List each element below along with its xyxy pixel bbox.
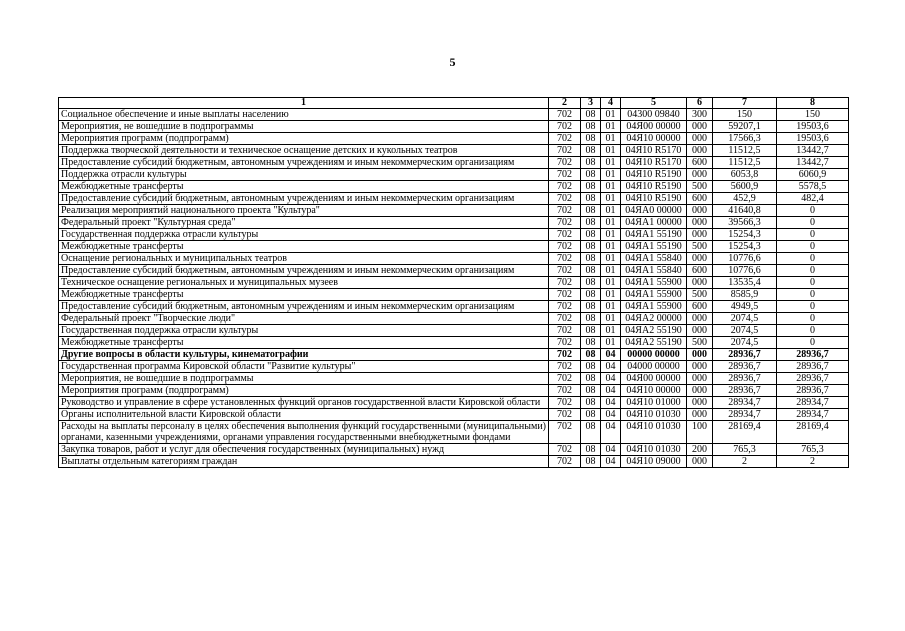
table-row [59,337,849,349]
subsection-cell: 01 [601,109,621,121]
section-cell: 08 [581,193,601,205]
subsection-cell: 01 [601,181,621,193]
amount-year1-cell: 28936,7 [713,361,777,373]
amount-year2-cell: 28936,7 [777,373,849,385]
amount-year2-cell: 0 [777,325,849,337]
table-row [59,181,849,193]
row-name-cell: Предоставление субсидий бюджетным, автономным учреждениям и иным некоммерческим организациям [59,301,549,313]
chapter-code-cell: 702 [549,181,581,193]
table-row [59,456,849,468]
subsection-cell: 01 [601,313,621,325]
expense-type-cell: 500 [687,337,713,349]
expense-type-cell: 000 [687,373,713,385]
chapter-code-cell: 702 [549,253,581,265]
amount-year1-cell: 17566,3 [713,133,777,145]
table-row [59,385,849,397]
row-name-cell: Межбюджетные трансферты [59,289,549,301]
table-row [59,397,849,409]
amount-year1-cell: 2074,5 [713,325,777,337]
table-row [59,241,849,253]
amount-year2-cell: 13442,7 [777,145,849,157]
column-header: 3 [581,98,601,109]
column-header: 2 [549,98,581,109]
table-row [59,373,849,385]
subsection-cell: 01 [601,205,621,217]
amount-year1-cell: 28934,7 [713,409,777,421]
subsection-cell: 04 [601,385,621,397]
expense-type-cell: 000 [687,397,713,409]
subsection-cell: 01 [601,121,621,133]
target-article-cell: 04Я10 R5190 [621,181,687,193]
expense-type-cell: 000 [687,217,713,229]
section-cell: 08 [581,241,601,253]
expense-type-cell: 600 [687,157,713,169]
target-article-cell: 04ЯА2 55190 [621,337,687,349]
row-name-cell: Мероприятия, не вошедшие в подпрограммы [59,373,549,385]
subsection-cell: 01 [601,133,621,145]
chapter-code-cell: 702 [549,145,581,157]
row-name-cell: Федеральный проект "Творческие люди" [59,313,549,325]
row-name-cell: Межбюджетные трансферты [59,241,549,253]
target-article-cell: 04Я10 R5170 [621,145,687,157]
expense-type-cell: 000 [687,205,713,217]
chapter-code-cell: 702 [549,444,581,456]
target-article-cell: 04ЯА1 00000 [621,217,687,229]
amount-year2-cell: 19503,6 [777,133,849,145]
subsection-cell: 04 [601,456,621,468]
section-cell: 08 [581,361,601,373]
table-row [59,193,849,205]
section-cell: 08 [581,253,601,265]
column-header: 7 [713,98,777,109]
amount-year1-cell: 41640,8 [713,205,777,217]
subsection-cell: 01 [601,169,621,181]
amount-year2-cell: 28936,7 [777,349,849,361]
row-name-cell: Реализация мероприятий национального проекта "Культура" [59,205,549,217]
target-article-cell: 04ЯА1 55190 [621,229,687,241]
subsection-cell: 04 [601,397,621,409]
target-article-cell: 04Я10 09000 [621,456,687,468]
section-cell: 08 [581,289,601,301]
amount-year1-cell: 39566,3 [713,217,777,229]
row-name-cell: Закупка товаров, работ и услуг для обеспечения государственных (муниципальных) нужд [59,444,549,456]
row-name-cell: Мероприятия программ (подпрограмм) [59,385,549,397]
section-cell: 08 [581,157,601,169]
target-article-cell: 04ЯА1 55840 [621,265,687,277]
amount-year1-cell: 2074,5 [713,313,777,325]
row-name-cell: Мероприятия программ (подпрограмм) [59,133,549,145]
expense-type-cell: 000 [687,133,713,145]
subsection-cell: 01 [601,145,621,157]
section-cell: 08 [581,421,601,444]
chapter-code-cell: 702 [549,313,581,325]
section-cell: 08 [581,217,601,229]
target-article-cell: 04ЯА2 55190 [621,325,687,337]
section-cell: 08 [581,397,601,409]
section-cell: 08 [581,265,601,277]
amount-year2-cell: 0 [777,277,849,289]
expense-type-cell: 000 [687,145,713,157]
amount-year1-cell: 28936,7 [713,349,777,361]
table-row [59,121,849,133]
subsection-cell: 01 [601,337,621,349]
amount-year2-cell: 5578,5 [777,181,849,193]
amount-year2-cell: 28936,7 [777,385,849,397]
section-cell: 08 [581,373,601,385]
section-cell: 08 [581,121,601,133]
row-name-cell: Поддержка отрасли культуры [59,169,549,181]
row-name-cell: Техническое оснащение региональных и муниципальных музеев [59,277,549,289]
chapter-code-cell: 702 [549,205,581,217]
table-row [59,325,849,337]
target-article-cell: 04ЯА0 00000 [621,205,687,217]
subsection-cell: 04 [601,444,621,456]
row-name-cell: Руководство и управление в сфере установленных функций органов государственной власти Кировской области [59,397,549,409]
amount-year1-cell: 59207,1 [713,121,777,133]
section-cell: 08 [581,444,601,456]
amount-year2-cell: 28934,7 [777,397,849,409]
amount-year2-cell: 0 [777,313,849,325]
target-article-cell: 04300 09840 [621,109,687,121]
section-cell: 08 [581,337,601,349]
expense-type-cell: 000 [687,313,713,325]
row-name-cell: Оснащение региональных и муниципальных театров [59,253,549,265]
amount-year1-cell: 10776,6 [713,265,777,277]
section-cell: 08 [581,409,601,421]
amount-year1-cell: 8585,9 [713,289,777,301]
amount-year1-cell: 2 [713,456,777,468]
amount-year2-cell: 28934,7 [777,409,849,421]
expense-type-cell: 100 [687,421,713,444]
chapter-code-cell: 702 [549,169,581,181]
table-row [59,253,849,265]
amount-year1-cell: 11512,5 [713,157,777,169]
target-article-cell: 04Я10 01030 [621,409,687,421]
target-article-cell: 04Я10 R5170 [621,157,687,169]
table-header-row [59,98,849,109]
amount-year1-cell: 2074,5 [713,337,777,349]
section-cell: 08 [581,229,601,241]
amount-year2-cell: 0 [777,301,849,313]
table-row [59,361,849,373]
chapter-code-cell: 702 [549,325,581,337]
amount-year1-cell: 10776,6 [713,253,777,265]
row-name-cell: Государственная поддержка отрасли культуры [59,229,549,241]
expense-type-cell: 500 [687,289,713,301]
subsection-cell: 01 [601,325,621,337]
row-name-cell: Другие вопросы в области культуры, кинематографии [59,349,549,361]
table-row [59,313,849,325]
table-row [59,157,849,169]
chapter-code-cell: 702 [549,373,581,385]
target-article-cell: 04Я10 00000 [621,133,687,145]
target-article-cell: 04Я10 01030 [621,444,687,456]
subsection-cell: 04 [601,421,621,444]
target-article-cell: 04Я10 R5190 [621,169,687,181]
expense-type-cell: 600 [687,265,713,277]
subsection-cell: 01 [601,217,621,229]
subsection-cell: 01 [601,253,621,265]
target-article-cell: 04Я10 01000 [621,397,687,409]
section-cell: 08 [581,277,601,289]
subsection-cell: 04 [601,373,621,385]
amount-year2-cell: 28169,4 [777,421,849,444]
amount-year2-cell: 19503,6 [777,121,849,133]
amount-year2-cell: 0 [777,337,849,349]
page-number: 5 [449,55,456,69]
column-header: 4 [601,98,621,109]
row-name-cell: Предоставление субсидий бюджетным, автономным учреждениям и иным некоммерческим организациям [59,193,549,205]
target-article-cell: 04ЯА1 55900 [621,277,687,289]
subsection-cell: 01 [601,193,621,205]
expense-type-cell: 000 [687,277,713,289]
table-row [59,349,849,361]
chapter-code-cell: 702 [549,337,581,349]
chapter-code-cell: 702 [549,277,581,289]
section-cell: 08 [581,325,601,337]
target-article-cell: 04000 00000 [621,361,687,373]
subsection-cell: 01 [601,277,621,289]
table-row [59,277,849,289]
table-row [59,265,849,277]
section-cell: 08 [581,349,601,361]
table-row [59,169,849,181]
subsection-cell: 04 [601,349,621,361]
section-cell: 08 [581,313,601,325]
expense-type-cell: 600 [687,193,713,205]
amount-year1-cell: 4949,5 [713,301,777,313]
table-row [59,217,849,229]
column-header: 8 [777,98,849,109]
amount-year2-cell: 765,3 [777,444,849,456]
chapter-code-cell: 702 [549,349,581,361]
amount-year1-cell: 15254,3 [713,241,777,253]
chapter-code-cell: 702 [549,361,581,373]
chapter-code-cell: 702 [549,265,581,277]
chapter-code-cell: 702 [549,385,581,397]
amount-year1-cell: 6053,8 [713,169,777,181]
target-article-cell: 04Я00 00000 [621,121,687,133]
chapter-code-cell: 702 [549,397,581,409]
section-cell: 08 [581,145,601,157]
subsection-cell: 01 [601,229,621,241]
amount-year1-cell: 28934,7 [713,397,777,409]
expense-type-cell: 200 [687,444,713,456]
amount-year2-cell: 0 [777,241,849,253]
amount-year1-cell: 452,9 [713,193,777,205]
section-cell: 08 [581,205,601,217]
amount-year2-cell: 482,4 [777,193,849,205]
row-name-cell: Органы исполнительной власти Кировской области [59,409,549,421]
chapter-code-cell: 702 [549,456,581,468]
expense-type-cell: 000 [687,456,713,468]
target-article-cell: 04ЯА1 55900 [621,289,687,301]
column-header: 6 [687,98,713,109]
table-row [59,421,849,444]
row-name-cell: Социальное обеспечение и иные выплаты населению [59,109,549,121]
subsection-cell: 04 [601,361,621,373]
column-header: 5 [621,98,687,109]
row-name-cell: Мероприятия, не вошедшие в подпрограммы [59,121,549,133]
subsection-cell: 04 [601,409,621,421]
section-cell: 08 [581,169,601,181]
chapter-code-cell: 702 [549,241,581,253]
expense-type-cell: 300 [687,109,713,121]
chapter-code-cell: 702 [549,289,581,301]
amount-year1-cell: 28936,7 [713,373,777,385]
subsection-cell: 01 [601,289,621,301]
amount-year2-cell: 0 [777,253,849,265]
chapter-code-cell: 702 [549,193,581,205]
amount-year2-cell: 0 [777,229,849,241]
target-article-cell: 04ЯА1 55190 [621,241,687,253]
subsection-cell: 01 [601,301,621,313]
target-article-cell: 04Я00 00000 [621,373,687,385]
expense-type-cell: 000 [687,409,713,421]
table-row [59,409,849,421]
expense-type-cell: 000 [687,229,713,241]
column-header: 1 [59,98,549,109]
row-name-cell: Поддержка творческой деятельности и техническое оснащение детских и кукольных театров [59,145,549,157]
row-name-cell: Государственная поддержка отрасли культуры [59,325,549,337]
table-row [59,289,849,301]
chapter-code-cell: 702 [549,217,581,229]
amount-year1-cell: 765,3 [713,444,777,456]
table-row [59,145,849,157]
amount-year1-cell: 11512,5 [713,145,777,157]
row-name-cell: Предоставление субсидий бюджетным, автономным учреждениям и иным некоммерческим организациям [59,157,549,169]
expense-type-cell: 000 [687,361,713,373]
amount-year1-cell: 150 [713,109,777,121]
target-article-cell: 04ЯА1 55900 [621,301,687,313]
section-cell: 08 [581,133,601,145]
amount-year2-cell: 0 [777,289,849,301]
amount-year2-cell: 0 [777,205,849,217]
row-name-cell: Межбюджетные трансферты [59,337,549,349]
amount-year1-cell: 5600,9 [713,181,777,193]
amount-year2-cell: 0 [777,265,849,277]
table-row [59,133,849,145]
target-article-cell: 04ЯА2 00000 [621,313,687,325]
table-row [59,444,849,456]
row-name-cell: Расходы на выплаты персоналу в целях обеспечения выполнения функций государственными (муниципальными) органами, казенными учреждениями, органами управления государственными внебюджетными фондами [59,421,549,444]
chapter-code-cell: 702 [549,109,581,121]
target-article-cell: 04Я10 R5190 [621,193,687,205]
row-name-cell: Выплаты отдельным категориям граждан [59,456,549,468]
expense-type-cell: 000 [687,325,713,337]
budget-table [58,97,849,468]
table-row [59,301,849,313]
section-cell: 08 [581,109,601,121]
amount-year2-cell: 150 [777,109,849,121]
expense-type-cell: 000 [687,385,713,397]
target-article-cell: 00000 00000 [621,349,687,361]
table-row [59,229,849,241]
expense-type-cell: 500 [687,241,713,253]
amount-year2-cell: 28936,7 [777,361,849,373]
row-name-cell: Государственная программа Кировской области "Развитие культуры" [59,361,549,373]
expense-type-cell: 500 [687,181,713,193]
amount-year2-cell: 13442,7 [777,157,849,169]
amount-year2-cell: 0 [777,217,849,229]
expense-type-cell: 600 [687,301,713,313]
table-body [59,98,849,468]
row-name-cell: Федеральный проект "Культурная среда" [59,217,549,229]
chapter-code-cell: 702 [549,121,581,133]
subsection-cell: 01 [601,157,621,169]
subsection-cell: 01 [601,265,621,277]
chapter-code-cell: 702 [549,409,581,421]
section-cell: 08 [581,301,601,313]
section-cell: 08 [581,181,601,193]
chapter-code-cell: 702 [549,229,581,241]
expense-type-cell: 000 [687,253,713,265]
target-article-cell: 04Я10 01030 [621,421,687,444]
amount-year1-cell: 28936,7 [713,385,777,397]
target-article-cell: 04Я10 00000 [621,385,687,397]
target-article-cell: 04ЯА1 55840 [621,253,687,265]
amount-year1-cell: 28169,4 [713,421,777,444]
row-name-cell: Межбюджетные трансферты [59,181,549,193]
section-cell: 08 [581,385,601,397]
amount-year1-cell: 15254,3 [713,229,777,241]
amount-year2-cell: 2 [777,456,849,468]
expense-type-cell: 000 [687,169,713,181]
row-name-cell: Предоставление субсидий бюджетным, автономным учреждениям и иным некоммерческим организациям [59,265,549,277]
expense-type-cell: 000 [687,349,713,361]
chapter-code-cell: 702 [549,133,581,145]
chapter-code-cell: 702 [549,421,581,444]
expense-type-cell: 000 [687,121,713,133]
amount-year1-cell: 13535,4 [713,277,777,289]
chapter-code-cell: 702 [549,157,581,169]
amount-year2-cell: 6060,9 [777,169,849,181]
chapter-code-cell: 702 [549,301,581,313]
table-row [59,205,849,217]
subsection-cell: 01 [601,241,621,253]
table-row [59,109,849,121]
section-cell: 08 [581,456,601,468]
